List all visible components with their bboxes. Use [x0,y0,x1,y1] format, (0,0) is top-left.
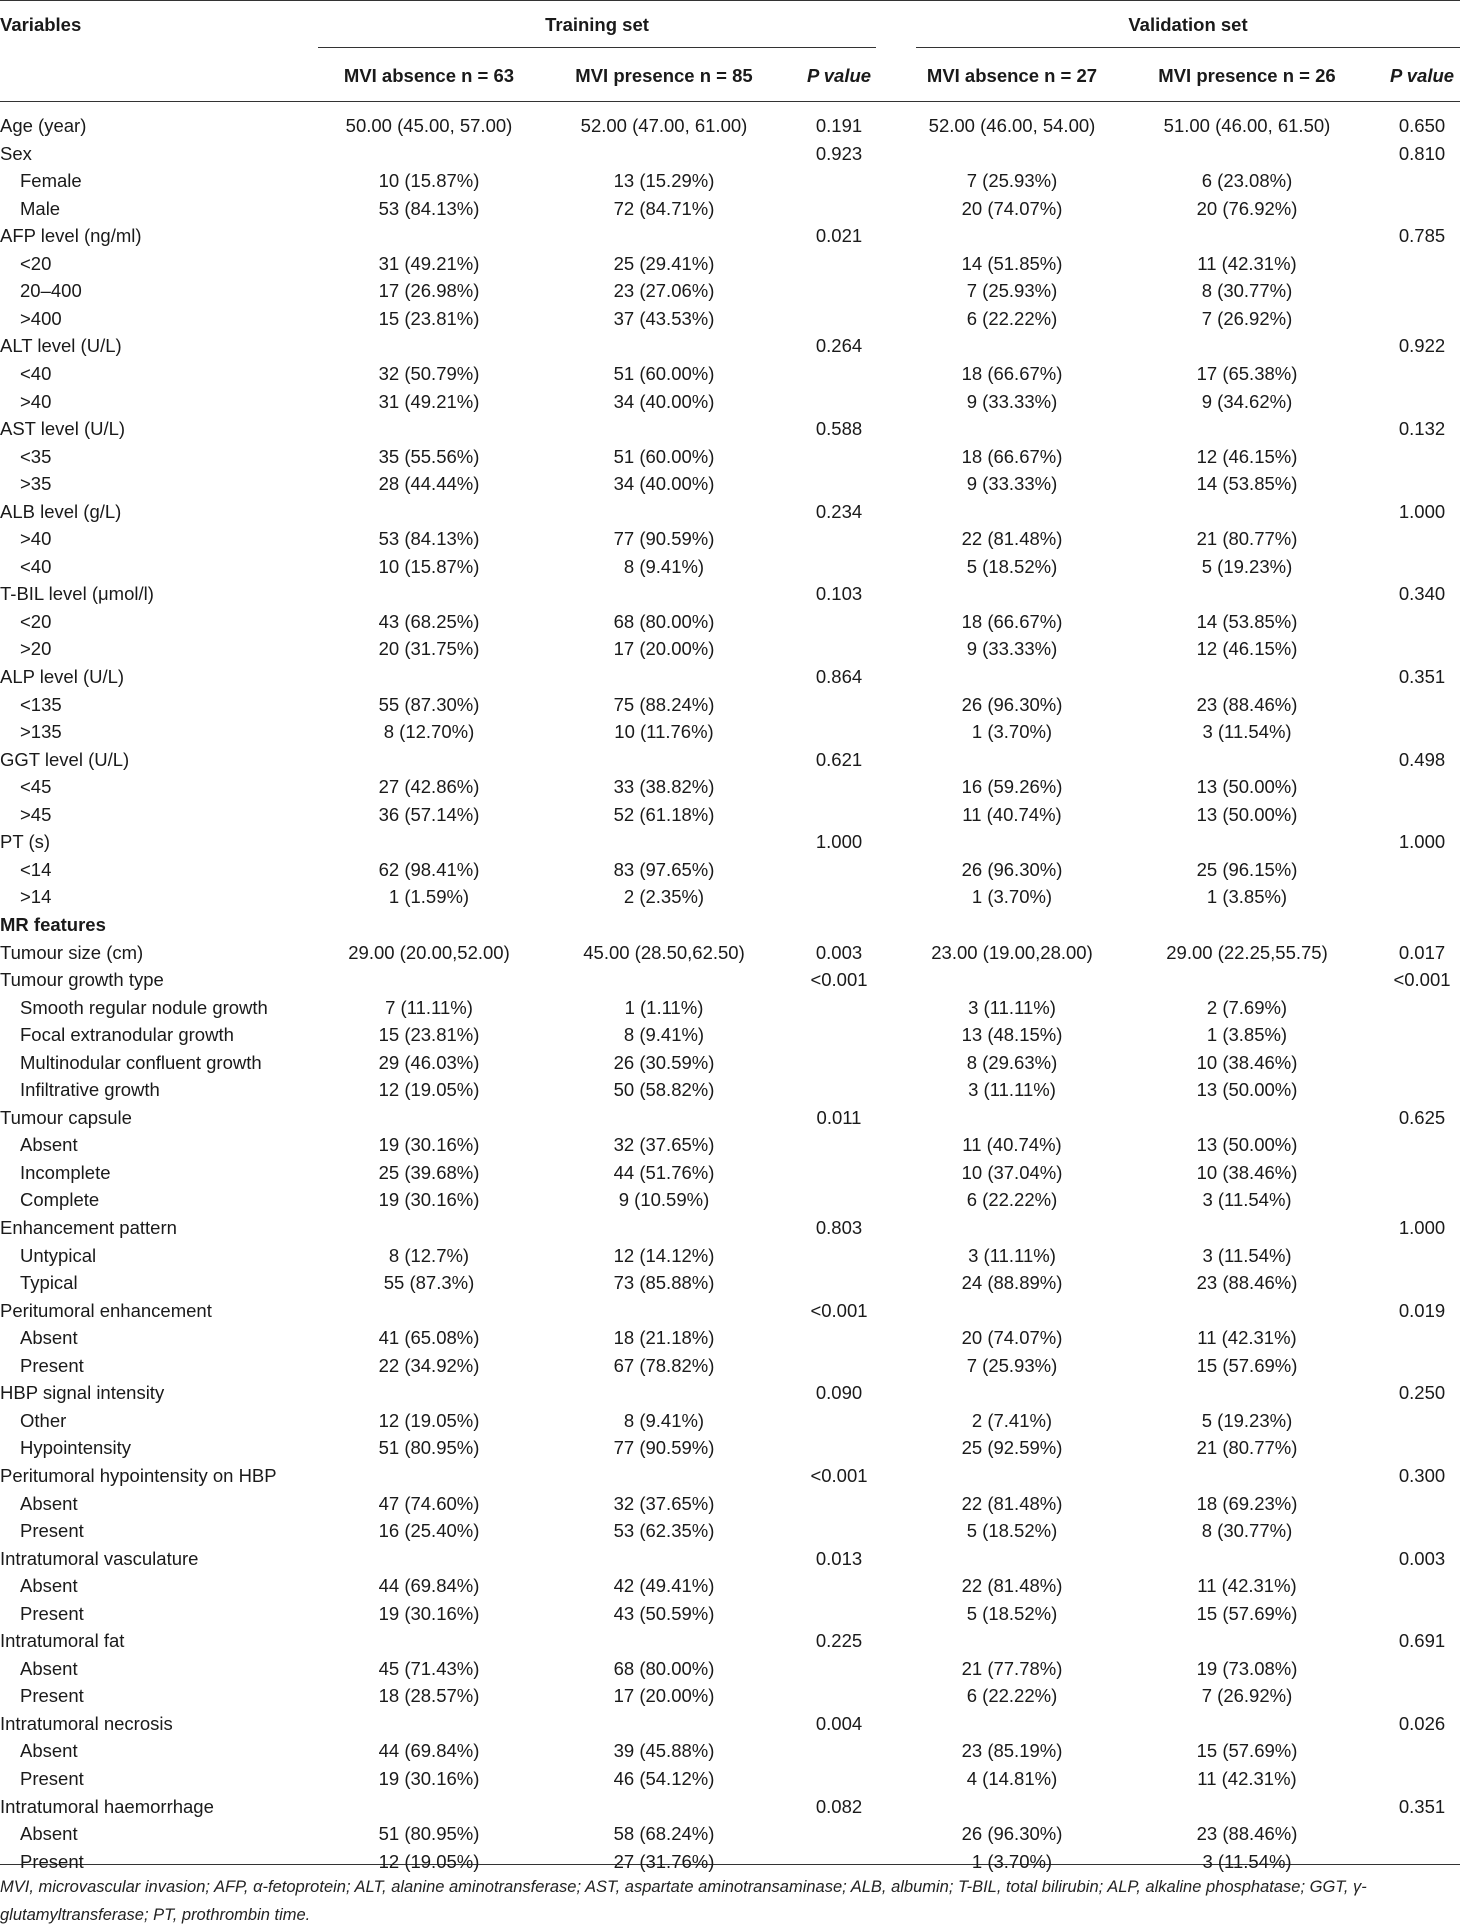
cell-mvi-absence-val: 20 (74.07%) [961,197,1063,219]
cell-mvi-absence-val: 10 (37.04%) [961,1161,1063,1183]
cell-mvi-absence-train: 19 (30.16%) [378,1134,480,1156]
row-label: Absent [20,1327,78,1349]
cell-mvi-presence-train: 52.00 (47.00, 61.00) [580,115,748,136]
table-footnote: MVI, microvascular invasion; AFP, α-fetoprotein; ALT, alanine aminotransferase; AST, aspartate aminotransaminase; ALB, albumin; T-BIL, total bilirubin; ALP, alkaline phosphatase; GGT, γ-glutamyltransferase; PT, prothrombin time. [0,1878,1367,1924]
row-label: Absent [20,1134,78,1156]
cell-mvi-presence-val: 11 (42.31%) [1197,252,1297,274]
cell-mvi-absence-train: 16 (25.40%) [378,1520,480,1542]
cell-mvi-presence-val: 23 (88.46%) [1196,1272,1298,1294]
cell-mvi-presence-train: 51 (60.00%) [613,362,715,384]
cell-p-value-train: 1.000 [815,831,863,853]
row-label: <20 [20,610,52,632]
row-label: Untypical [20,1244,97,1266]
cell-mvi-absence-val: 25 (92.59%) [961,1437,1063,1459]
cell-mvi-absence-train: 31 (49.21%) [378,390,480,412]
cell-mvi-presence-train: 9 (10.59%) [618,1189,710,1211]
row-label: Infiltrative growth [20,1079,160,1101]
row-label: Present [20,1354,84,1376]
cell-mvi-presence-train: 58 (68.24%) [613,1823,715,1845]
cell-mvi-presence-val: 12 (46.15%) [1196,638,1298,660]
row-label: ALB level (g/L) [0,500,122,522]
cell-mvi-presence-val: 15 (57.69%) [1196,1354,1298,1376]
cell-mvi-presence-train: 25 (29.41%) [613,252,715,274]
cell-mvi-presence-val: 20 (76.92%) [1196,197,1298,219]
cell-p-value-val: 0.351 [1398,666,1446,687]
header-p-value-val: P value [1389,65,1455,86]
cell-mvi-presence-train: 37 (43.53%) [613,307,715,329]
row-label: Multinodular confluent growth [20,1051,262,1073]
row-label: HBP signal intensity [0,1382,165,1404]
cell-mvi-presence-train: 26 (30.59%) [613,1051,715,1073]
cell-p-value-train: 0.191 [815,115,863,136]
cell-mvi-presence-train: 8 (9.41%) [623,1024,705,1046]
row-label: Absent [20,1823,78,1845]
cell-p-value-train: <0.001 [810,1464,868,1486]
cell-p-value-val: 0.922 [1398,335,1446,357]
cell-p-value-train: 0.923 [815,142,863,164]
cell-mvi-presence-train: 34 (40.00%) [613,390,715,412]
cell-mvi-presence-val: 15 (57.69%) [1196,1740,1298,1762]
cell-mvi-presence-val: 15 (57.69%) [1196,1602,1298,1624]
cell-mvi-presence-val: 19 (73.08%) [1196,1657,1298,1679]
cell-mvi-presence-train: 77 (90.59%) [613,1437,715,1459]
cell-mvi-presence-val: 14 (53.85%) [1196,610,1298,632]
cell-mvi-absence-train: 12 (19.05%) [378,1409,480,1431]
cell-mvi-presence-val: 6 (23.08%) [1201,170,1293,192]
cell-mvi-absence-train: 12 (19.05%) [378,1850,480,1872]
cell-mvi-absence-train: 10 (15.87%) [378,170,480,192]
cell-mvi-absence-train: 62 (98.41%) [378,858,480,880]
cell-mvi-absence-val: 3 (11.11%) [968,1244,1056,1266]
cell-mvi-absence-train: 36 (57.14%) [378,803,480,825]
cell-p-value-val: <0.001 [1393,969,1451,991]
cell-mvi-absence-val: 26 (96.30%) [961,858,1063,880]
cell-mvi-presence-train: 34 (40.00%) [613,473,715,495]
cell-mvi-presence-train: 39 (45.88%) [613,1740,715,1762]
cell-p-value-val: 0.132 [1398,418,1446,440]
row-label: Present [20,1520,84,1542]
row-label: Typical [20,1272,78,1294]
cell-p-value-val: 0.351 [1398,1795,1446,1817]
cell-p-value-val: 0.810 [1398,142,1446,164]
header-mvi-absence-val: MVI absence n = 27 [926,65,1098,86]
row-label: Absent [20,1740,78,1762]
row-label: Present [20,1602,84,1624]
cell-mvi-presence-train: 12 (14.12%) [613,1244,715,1266]
cell-mvi-presence-val: 3 (11.54%) [1202,1850,1292,1872]
cell-mvi-presence-train: 75 (88.24%) [613,693,715,715]
cell-p-value-train: 0.621 [815,748,863,770]
training-set-rule [318,47,876,48]
cell-mvi-absence-train: 8 (12.7%) [388,1244,470,1266]
row-label: Absent [20,1657,78,1679]
cell-mvi-absence-val: 5 (18.52%) [966,1602,1058,1624]
row-label: T-BIL level (μmol/l) [0,583,154,605]
cell-mvi-absence-val: 23.00 (19.00,28.00) [931,941,1093,963]
cell-mvi-absence-val: 1 (3.70%) [971,1850,1053,1872]
row-label: <135 [20,693,62,715]
cell-mvi-presence-train: 68 (80.00%) [613,610,715,632]
cell-p-value-train: 0.103 [815,583,863,605]
row-label: <45 [20,776,52,798]
cell-p-value-val: 1.000 [1398,1217,1446,1238]
cell-mvi-presence-train: 32 (37.65%) [613,1134,715,1156]
cell-mvi-absence-val: 18 (66.67%) [961,610,1063,632]
cell-p-value-train: 0.003 [815,941,863,963]
cell-mvi-absence-val: 7 (25.93%) [966,1354,1058,1376]
cell-mvi-absence-train: 20 (31.75%) [378,638,480,660]
row-label: Smooth regular nodule growth [20,996,268,1018]
cell-mvi-presence-train: 33 (38.82%) [613,776,715,798]
row-label: >45 [20,803,52,825]
cell-mvi-presence-val: 23 (88.46%) [1196,1823,1298,1845]
cell-mvi-presence-val: 8 (30.77%) [1201,280,1293,302]
cell-mvi-presence-train: 17 (20.00%) [613,1685,715,1707]
cell-p-value-val: 0.650 [1398,115,1446,136]
row-label: Present [20,1768,84,1789]
cell-mvi-presence-val: 18 (69.23%) [1196,1492,1298,1514]
row-label: GGT level (U/L) [0,748,130,770]
row-label: >400 [20,307,62,329]
cell-mvi-absence-val: 5 (18.52%) [966,1520,1058,1542]
cell-mvi-presence-val: 13 (50.00%) [1196,803,1298,825]
cell-mvi-absence-train: 31 (49.21%) [378,252,480,274]
cell-mvi-presence-val: 21 (80.77%) [1196,1437,1298,1459]
cell-mvi-absence-val: 2 (7.41%) [971,1409,1053,1431]
cell-mvi-absence-train: 35 (55.56%) [378,445,480,467]
cell-p-value-val: 0.625 [1398,1106,1446,1128]
row-label: >20 [20,638,52,660]
row-label: <40 [20,362,52,384]
cell-mvi-absence-train: 19 (30.16%) [378,1768,480,1789]
cell-mvi-absence-train: 29.00 (20.00,52.00) [348,941,510,963]
cell-mvi-absence-val: 11 (40.74%) [962,803,1062,825]
row-label: Sex [0,142,32,164]
cell-mvi-presence-train: 44 (51.76%) [613,1161,715,1183]
cell-mvi-presence-val: 14 (53.85%) [1196,473,1298,495]
cell-mvi-absence-val: 13 (48.15%) [961,1024,1063,1046]
cell-mvi-absence-val: 22 (81.48%) [961,528,1063,550]
row-label: Peritumoral hypointensity on HBP [0,1464,277,1486]
row-label: >35 [20,473,52,495]
cell-mvi-absence-train: 18 (28.57%) [378,1685,480,1707]
row-label: >14 [20,886,52,908]
cell-mvi-absence-train: 28 (44.44%) [378,473,480,495]
cell-mvi-absence-train: 45 (71.43%) [378,1657,480,1679]
validation-set-rule [916,47,1460,48]
cell-mvi-presence-val: 11 (42.31%) [1197,1768,1297,1789]
row-label: Tumour growth type [0,969,164,991]
cell-mvi-absence-train: 41 (65.08%) [378,1327,480,1349]
row-label: <20 [20,252,52,274]
cell-mvi-presence-val: 17 (65.38%) [1196,362,1298,384]
cell-p-value-train: 0.803 [815,1217,863,1238]
cell-mvi-presence-train: 42 (49.41%) [613,1575,715,1597]
cell-mvi-absence-val: 6 (22.22%) [966,307,1058,329]
cell-mvi-presence-train: 50 (58.82%) [613,1079,715,1101]
cell-mvi-absence-val: 11 (40.74%) [962,1134,1062,1156]
cell-mvi-absence-train: 32 (50.79%) [378,362,480,384]
row-label: Focal extranodular growth [20,1024,234,1046]
cell-p-value-val: 0.003 [1398,1547,1446,1569]
cell-p-value-train: <0.001 [810,969,868,991]
row-label: Male [20,197,61,219]
cell-mvi-absence-val: 18 (66.67%) [961,445,1063,467]
cell-mvi-absence-val: 1 (3.70%) [971,721,1053,743]
header-variables: Variables [0,14,82,35]
cell-mvi-presence-train: 18 (21.18%) [613,1327,715,1349]
cell-p-value-train: 0.082 [815,1795,863,1817]
cell-mvi-presence-val: 23 (88.46%) [1196,693,1298,715]
cell-mvi-absence-train: 19 (30.16%) [378,1189,480,1211]
row-label: Age (year) [0,115,87,136]
cell-mvi-absence-val: 9 (33.33%) [966,638,1058,660]
row-label: Complete [20,1189,100,1211]
row-label: Tumour size (cm) [0,941,144,963]
cell-mvi-presence-train: 23 (27.06%) [613,280,715,302]
cell-mvi-presence-train: 13 (15.29%) [613,170,715,192]
header-bottom-rule [0,101,1460,102]
cell-mvi-absence-val: 18 (66.67%) [961,362,1063,384]
cell-mvi-presence-val: 1 (3.85%) [1206,1024,1288,1046]
cell-mvi-presence-val: 3 (11.54%) [1202,1244,1292,1266]
cell-mvi-presence-train: 73 (85.88%) [613,1272,715,1294]
cell-mvi-absence-val: 26 (96.30%) [961,1823,1063,1845]
cell-mvi-absence-train: 17 (26.98%) [378,280,480,302]
cell-mvi-presence-val: 9 (34.62%) [1201,390,1293,412]
cell-p-value-val: 0.300 [1398,1464,1446,1486]
cell-mvi-presence-val: 10 (38.46%) [1196,1051,1298,1073]
cell-mvi-presence-val: 13 (50.00%) [1196,776,1298,798]
cell-mvi-presence-val: 21 (80.77%) [1196,528,1298,550]
row-label: Peritumoral enhancement [0,1299,212,1321]
top-rule [0,0,1460,1]
cell-p-value-val: 0.026 [1398,1712,1446,1734]
cell-p-value-train: 0.864 [815,666,863,687]
section-heading: MR features [0,913,106,935]
cell-p-value-val: 1.000 [1398,500,1446,522]
cell-mvi-presence-val: 2 (7.69%) [1206,996,1288,1018]
cell-p-value-train: 0.011 [816,1106,862,1128]
cell-mvi-presence-train: 8 (9.41%) [623,555,705,577]
cell-mvi-presence-train: 67 (78.82%) [613,1354,715,1376]
cell-mvi-absence-train: 53 (84.13%) [378,528,480,550]
cell-mvi-presence-val: 8 (30.77%) [1201,1520,1293,1542]
cell-mvi-absence-train: 29 (46.03%) [378,1051,480,1073]
cell-mvi-absence-val: 6 (22.22%) [966,1685,1058,1707]
cell-mvi-presence-val: 25 (96.15%) [1196,858,1298,880]
cell-mvi-absence-val: 1 (3.70%) [971,886,1053,908]
row-label: Present [20,1850,84,1872]
cell-mvi-presence-train: 46 (54.12%) [613,1768,715,1789]
row-label: Intratumoral necrosis [0,1712,173,1734]
row-label: >40 [20,528,52,550]
cell-mvi-absence-val: 9 (33.33%) [966,390,1058,412]
cell-mvi-absence-train: 51 (80.95%) [378,1437,480,1459]
row-label: Absent [20,1575,78,1597]
cell-mvi-absence-train: 50.00 (45.00, 57.00) [345,115,513,136]
cell-mvi-presence-train: 83 (97.65%) [613,858,715,880]
cell-mvi-absence-val: 7 (25.93%) [966,280,1058,302]
cell-mvi-presence-val: 5 (19.23%) [1201,555,1293,577]
cell-mvi-presence-val: 7 (26.92%) [1201,307,1293,329]
cell-p-value-val: 0.017 [1398,941,1446,963]
cell-p-value-train: 0.225 [815,1630,863,1652]
cell-mvi-absence-val: 21 (77.78%) [961,1657,1063,1679]
row-label: >40 [20,390,52,412]
cell-mvi-absence-train: 55 (87.3%) [383,1272,475,1294]
cell-p-value-train: 0.021 [815,225,863,247]
cell-mvi-absence-train: 22 (34.92%) [378,1354,480,1376]
cell-mvi-presence-val: 10 (38.46%) [1196,1161,1298,1183]
row-label: Absent [20,1492,78,1514]
cell-p-value-val: 1.000 [1398,831,1446,853]
cell-mvi-presence-val: 13 (50.00%) [1196,1134,1298,1156]
cell-mvi-absence-train: 47 (74.60%) [378,1492,480,1514]
cell-mvi-presence-train: 72 (84.71%) [613,197,715,219]
cell-mvi-absence-train: 51 (80.95%) [378,1823,480,1845]
row-label: Female [20,170,82,192]
cell-mvi-absence-val: 3 (11.11%) [968,1079,1056,1101]
header-mvi-absence-train: MVI absence n = 63 [343,65,515,86]
row-label: Present [20,1685,84,1707]
header-validation-set: Validation set [1128,14,1248,35]
cell-mvi-absence-train: 25 (39.68%) [378,1161,480,1183]
header-mvi-presence-val: MVI presence n = 26 [1158,65,1336,86]
cell-mvi-presence-val: 3 (11.54%) [1202,721,1292,743]
cell-mvi-presence-val: 29.00 (22.25,55.75) [1166,941,1328,963]
row-label: Intratumoral vasculature [0,1547,199,1569]
cell-mvi-absence-train: 10 (15.87%) [378,555,480,577]
cell-p-value-train: 0.004 [815,1712,863,1734]
cell-mvi-absence-val: 14 (51.85%) [961,252,1063,274]
cell-mvi-absence-train: 19 (30.16%) [378,1602,480,1624]
row-label: 20–400 [20,280,82,302]
cell-mvi-absence-val: 6 (22.22%) [966,1189,1058,1211]
cell-mvi-absence-val: 26 (96.30%) [961,693,1063,715]
row-label: Incomplete [20,1161,111,1183]
cell-p-value-train: 0.013 [815,1547,863,1569]
cell-mvi-presence-val: 12 (46.15%) [1196,445,1298,467]
cell-mvi-absence-val: 24 (88.89%) [961,1272,1063,1294]
cell-mvi-absence-val: 16 (59.26%) [961,776,1063,798]
cell-p-value-train: 0.234 [815,500,863,522]
cell-mvi-absence-val: 22 (81.48%) [961,1575,1063,1597]
cell-p-value-val: 0.691 [1398,1630,1446,1652]
header-training-set: Training set [545,14,649,35]
cell-mvi-absence-train: 8 (12.70%) [383,721,475,743]
row-label: PT (s) [0,831,51,853]
row-label: <40 [20,555,52,577]
row-label: Tumour capsule [0,1106,132,1128]
cell-mvi-presence-train: 27 (31.76%) [613,1850,715,1872]
cell-p-value-val: 0.019 [1398,1299,1446,1321]
row-label: AFP level (ng/ml) [0,225,142,247]
cell-mvi-presence-train: 45.00 (28.50,62.50) [583,941,745,963]
row-label: Enhancement pattern [0,1217,177,1238]
cell-p-value-train: 0.588 [815,418,863,440]
cell-mvi-absence-val: 5 (18.52%) [966,555,1058,577]
cell-p-value-train: 0.090 [815,1382,863,1404]
cell-mvi-absence-val: 3 (11.11%) [968,996,1056,1018]
header-p-value-train: P value [806,65,872,86]
cell-mvi-absence-train: 44 (69.84%) [378,1575,480,1597]
row-label: Intratumoral fat [0,1630,125,1652]
row-label: ALP level (U/L) [0,666,125,687]
row-label: Other [20,1409,67,1431]
cell-mvi-presence-train: 1 (1.11%) [624,996,704,1018]
cell-p-value-train: 0.264 [815,335,863,357]
cell-mvi-absence-val: 23 (85.19%) [961,1740,1063,1762]
cell-mvi-presence-train: 77 (90.59%) [613,528,715,550]
cell-mvi-absence-train: 53 (84.13%) [378,197,480,219]
cell-p-value-val: 0.250 [1398,1382,1446,1404]
row-label: <14 [20,858,52,880]
cell-p-value-val: 0.498 [1398,748,1446,770]
cell-mvi-presence-train: 51 (60.00%) [613,445,715,467]
row-label: >135 [20,721,62,743]
cell-p-value-train: <0.001 [810,1299,868,1321]
cell-mvi-presence-train: 68 (80.00%) [613,1657,715,1679]
cell-mvi-absence-train: 12 (19.05%) [378,1079,480,1101]
cell-mvi-presence-val: 11 (42.31%) [1197,1327,1297,1349]
cell-mvi-absence-val: 4 (14.81%) [966,1768,1058,1789]
cell-mvi-absence-train: 55 (87.30%) [378,693,480,715]
cell-mvi-presence-train: 2 (2.35%) [623,886,705,908]
cell-mvi-presence-val: 51.00 (46.00, 61.50) [1163,115,1331,136]
cell-mvi-absence-val: 20 (74.07%) [961,1327,1063,1349]
cell-mvi-presence-train: 52 (61.18%) [613,803,715,825]
row-label: Intratumoral haemorrhage [0,1795,214,1817]
cell-mvi-presence-val: 11 (42.31%) [1197,1575,1297,1597]
cell-mvi-presence-val: 3 (11.54%) [1202,1189,1292,1211]
cell-mvi-presence-train: 32 (37.65%) [613,1492,715,1514]
cell-mvi-absence-train: 44 (69.84%) [378,1740,480,1762]
cell-mvi-absence-train: 15 (23.81%) [378,307,480,329]
cell-mvi-absence-val: 9 (33.33%) [966,473,1058,495]
header-mvi-presence-train: MVI presence n = 85 [575,65,753,86]
cell-mvi-presence-train: 17 (20.00%) [613,638,715,660]
cell-mvi-presence-train: 10 (11.76%) [614,721,714,743]
cell-mvi-presence-val: 1 (3.85%) [1206,886,1288,908]
cell-mvi-presence-train: 43 (50.59%) [613,1602,715,1624]
row-label: Hypointensity [20,1437,132,1459]
cell-mvi-presence-val: 13 (50.00%) [1196,1079,1298,1101]
cell-mvi-absence-val: 22 (81.48%) [961,1492,1063,1514]
row-label: ALT level (U/L) [0,335,122,357]
cell-mvi-presence-train: 53 (62.35%) [613,1520,715,1542]
cell-mvi-absence-train: 27 (42.86%) [378,776,480,798]
cell-p-value-val: 0.340 [1398,583,1446,605]
cell-mvi-presence-val: 7 (26.92%) [1201,1685,1293,1707]
cell-mvi-absence-val: 7 (25.93%) [966,170,1058,192]
cell-mvi-presence-val: 5 (19.23%) [1201,1409,1293,1431]
cell-mvi-absence-val: 52.00 (46.00, 54.00) [928,115,1096,136]
row-label: AST level (U/L) [0,418,126,440]
cell-p-value-val: 0.785 [1398,225,1446,247]
cell-mvi-absence-val: 8 (29.63%) [966,1051,1058,1073]
cell-mvi-absence-train: 15 (23.81%) [378,1024,480,1046]
cell-mvi-absence-train: 7 (11.11%) [385,996,473,1018]
row-label: <35 [20,445,52,467]
cell-mvi-absence-train: 1 (1.59%) [388,886,470,908]
cell-mvi-presence-train: 8 (9.41%) [623,1409,705,1431]
cell-mvi-absence-train: 43 (68.25%) [378,610,480,632]
